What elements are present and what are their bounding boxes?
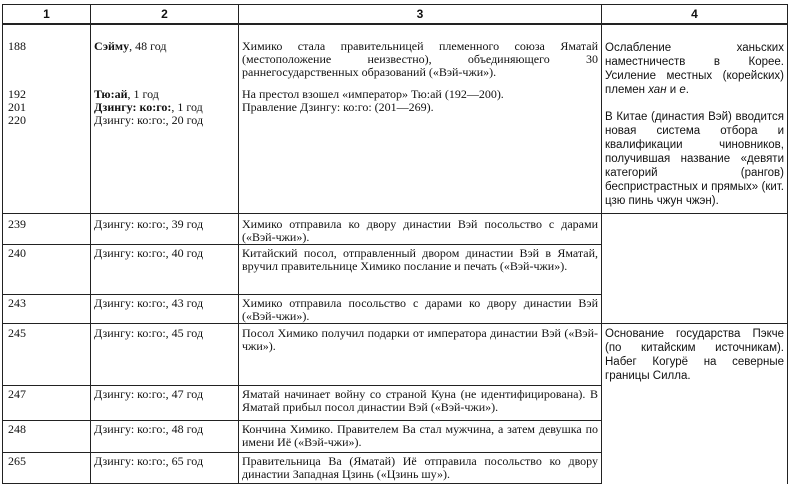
reign-year: , 1 год bbox=[171, 100, 203, 114]
event-cell bbox=[239, 114, 602, 214]
reign-text: Дзингу: ко:го:, 47 год bbox=[94, 387, 204, 401]
reign-text: Дзингу: ко:го:, 45 год bbox=[94, 326, 204, 340]
year-text: 245 bbox=[8, 326, 26, 340]
reign-cell bbox=[91, 453, 239, 484]
event-cell bbox=[239, 453, 602, 484]
event-cell bbox=[239, 421, 602, 453]
event-cell bbox=[239, 324, 602, 386]
reign-text: Дзингу: ко:го:, 65 год bbox=[94, 454, 204, 468]
year-text: 220 bbox=[8, 113, 26, 127]
year-cell bbox=[3, 324, 91, 386]
reign-cell bbox=[91, 324, 239, 386]
reign-year: , 48 год bbox=[129, 39, 167, 53]
reign-cell bbox=[91, 114, 239, 214]
year-cell bbox=[3, 24, 91, 88]
year-cell bbox=[3, 295, 91, 324]
event-text: Химико отправила ко двору династии Вэй посольство с дарами («Вэй-чжи»). bbox=[242, 217, 598, 244]
world-text: Основание государства Пэкче (по китайским источникам). Набег Когурё на северные границы Силла. bbox=[605, 328, 784, 382]
world-and: и bbox=[666, 84, 680, 96]
reign-text: Дзингу: ко:го:, 40 год bbox=[94, 246, 204, 260]
reign-text: Дзингу: ко:го:, 20 год bbox=[94, 113, 204, 127]
world-italic-han: хан bbox=[648, 84, 667, 96]
table-row bbox=[3, 214, 788, 245]
year-text: 201 bbox=[8, 100, 26, 114]
event-text: Китайский посол, отправленный двором династии Вэй в Яматай, вручил правительнице Химико послание и печать («Вэй-чжи»). bbox=[242, 246, 598, 273]
year-cell bbox=[3, 386, 91, 421]
year-text: 240 bbox=[8, 246, 26, 260]
year-text: 239 bbox=[8, 217, 26, 231]
event-cell bbox=[239, 245, 602, 295]
event-text: Химико отправила посольство с дарами ко двору династии Вэй («Вэй-чжи»). bbox=[242, 296, 598, 323]
event-cell bbox=[239, 386, 602, 421]
reign-year: , 1 год bbox=[127, 87, 159, 101]
world-text: В Китае (династия Вэй) вводится новая система отбора и квалификации чиновников, получившая название «девяти категорий (рангов) беспристрастных и прямых» (кит. цзю пинь чжун чжэн). bbox=[605, 111, 784, 207]
header-col-4: 4 bbox=[602, 5, 788, 25]
year-cell bbox=[3, 453, 91, 484]
reign-cell bbox=[91, 386, 239, 421]
world-events-cell bbox=[602, 101, 788, 214]
year-cell bbox=[3, 214, 91, 245]
event-text: Посол Химико получил подарки от императора династии Вэй («Вэй-чжи»). bbox=[242, 326, 598, 353]
event-text: Кончина Химико. Правителем Ва стал мужчина, а затем девушка по имени Иё («Вэй-чжи»). bbox=[242, 422, 598, 449]
table-row bbox=[3, 324, 788, 386]
year-cell bbox=[3, 114, 91, 214]
year-text: 248 bbox=[8, 422, 26, 436]
reign-cell bbox=[91, 421, 239, 453]
world-events-cell bbox=[602, 24, 788, 101]
reign-text: Дзингу: ко:го:, 43 год bbox=[94, 296, 204, 310]
reign-cell bbox=[91, 24, 239, 88]
header-col-2: 2 bbox=[91, 5, 239, 25]
header-col-3: 3 bbox=[239, 5, 602, 25]
world-italic-e: е bbox=[679, 84, 686, 96]
reign-cell bbox=[91, 245, 239, 295]
reign-text: Дзингу: ко:го:, 39 год bbox=[94, 217, 204, 231]
reign-name: Сэйму bbox=[94, 39, 130, 53]
world-events-cell bbox=[602, 214, 788, 324]
event-cell bbox=[239, 295, 602, 324]
header-row bbox=[3, 5, 788, 25]
event-text: На престол взошел «император» Тю:ай (192—200). bbox=[242, 87, 504, 101]
world-end: . bbox=[685, 84, 689, 96]
world-events-cell bbox=[602, 324, 788, 484]
year-cell bbox=[3, 245, 91, 295]
reign-name: Тю:ай bbox=[94, 87, 128, 101]
year-text: 243 bbox=[8, 296, 26, 310]
event-text: Химико стала правительницей племенного союза Яматай (местоположение неизвестно), объединяющего 30 раннегосударственных образований («Вэй-чжи»). bbox=[242, 39, 598, 79]
event-text: Правительница Ва (Яматай) Иё отправила посольство ко двору династии Западная Цзинь («Цзинь шу»). bbox=[242, 454, 598, 481]
reign-text: Дзингу: ко:го:, 48 год bbox=[94, 422, 204, 436]
event-cell bbox=[239, 101, 602, 114]
year-text: 265 bbox=[8, 454, 26, 468]
table-row bbox=[3, 24, 788, 88]
event-cell bbox=[239, 214, 602, 245]
event-text: Правление Дзингу: ко:го: (201—269). bbox=[242, 100, 434, 114]
chronology-table bbox=[2, 4, 788, 484]
event-cell bbox=[239, 24, 602, 88]
year-cell bbox=[3, 421, 91, 453]
header-col-1: 1 bbox=[3, 5, 91, 25]
chronology-table-wrapper bbox=[2, 4, 787, 484]
year-text: 188 bbox=[8, 39, 26, 53]
world-text: Ослабление ханьских наместничеств в Корее. Усиление местных (корейских) племен bbox=[605, 42, 784, 96]
reign-name: Дзингу: ко:го: bbox=[94, 100, 172, 114]
year-text: 247 bbox=[8, 387, 26, 401]
year-text: 192 bbox=[8, 87, 26, 101]
event-text: Яматай начинает войну со страной Куна (не идентифицирована). В Яматай прибыл посол династии Вэй («Вэй-чжи»). bbox=[242, 387, 598, 414]
reign-cell bbox=[91, 214, 239, 245]
reign-cell bbox=[91, 295, 239, 324]
